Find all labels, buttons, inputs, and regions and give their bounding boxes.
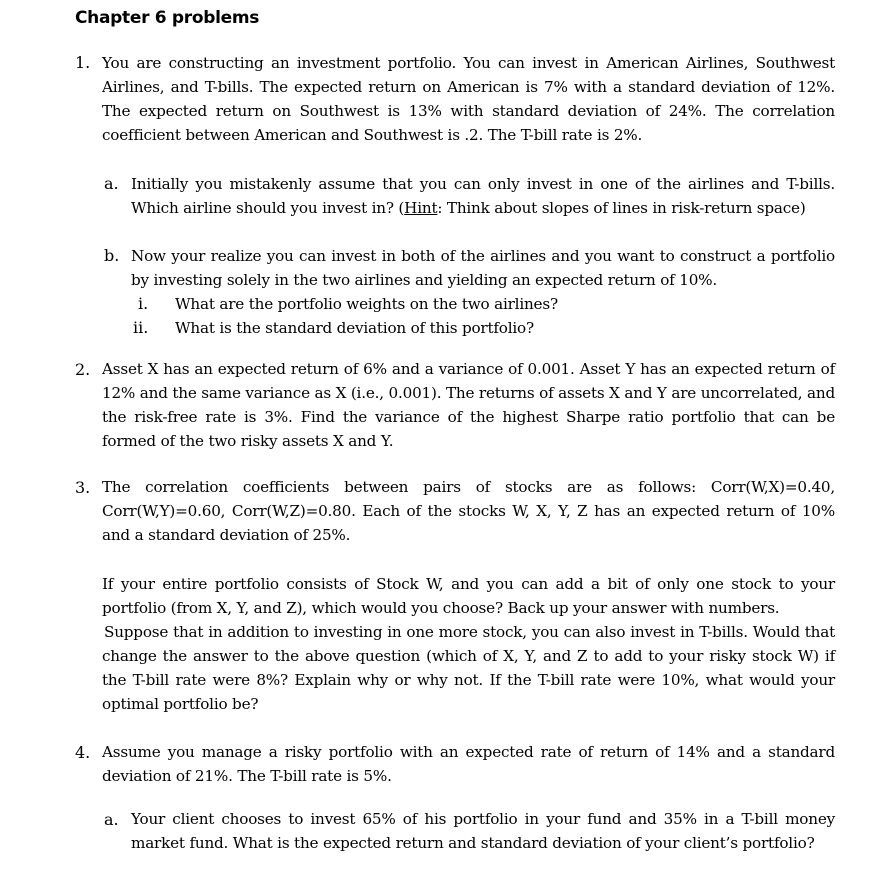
problem-4-number: 4. bbox=[75, 743, 91, 762]
problem-1a-label: a. bbox=[104, 174, 119, 193]
problem-1b-text: Now your realize you can invest in both of the airlines and you want to construct a portfolio by investing solely in the two airlines and yielding an expected return of 10%. bbox=[131, 247, 835, 289]
problem-2-number: 2. bbox=[75, 360, 91, 379]
problem-1b-i-text: What are the portfolio weights on the two airlines? bbox=[175, 295, 558, 313]
problem-1a-text-before: Initially you mistakenly assume that you can only invest in one of the airlines and T-bills. Which airline should you invest in? ( bbox=[131, 175, 835, 217]
problem-3-number: 3. bbox=[75, 478, 91, 497]
problem-3-text-2: If your entire portfolio consists of Stock W, and you can add a bit of only one stock to your portfolio (from X, Y, and Z), which would you choose? Back up your answer with numbers. bbox=[102, 575, 835, 617]
problem-4-text: Assume you manage a risky portfolio with an expected rate of return of 14% and a standard deviation of 21%. The T-bill rate is 5%. bbox=[102, 743, 835, 785]
problem-2-text: Asset X has an expected return of 6% and a variance of 0.001. Asset Y has an expected return of 12% and the same variance as X (i.e., 0.001). The returns of assets X and Y are uncorrelated, and the risk-free rate is 3%. Find the variance of the highest Sharpe ratio portfolio that can be formed of the two risky assets X and Y. bbox=[102, 360, 835, 450]
problem-4a-label: a. bbox=[104, 810, 119, 829]
problem-1-number: 1. bbox=[75, 53, 91, 72]
problem-1b-ii-label: ii. bbox=[133, 318, 149, 337]
problem-3-text: The correlation coefficients between pairs of stocks are as follows: Corr(W,X)=0.40, Corr(W,Y)=0.60, Corr(W,Z)=0.80. Each of the stocks W, X, Y, Z has an expected return of 10% and a standard deviation of 25%. bbox=[102, 478, 835, 544]
hint-label: Hint bbox=[404, 199, 438, 217]
problem-1b-i-label: i. bbox=[138, 294, 149, 313]
problem-3-text-3: Suppose that in addition to investing in one more stock, you can also invest in T-bills. Would that change the answer to the above question (which of X, Y, and Z to add to your risky stock W) if the T-bill rate were 8%? Explain why or why not. If the T-bill rate were 10%, what would your optimal portfolio be? bbox=[102, 623, 835, 713]
problem-1a-text bbox=[131, 172, 835, 220]
problem-1b-label: b. bbox=[104, 246, 120, 265]
problem-1-text: You are constructing an investment portfolio. You can invest in American Airlines, Southwest Airlines, and T-bills. The expected return on American is 7% with a standard deviation of 12%. The expected return on Southwest is 13% with standard deviation of 24%. The correlation coefficient between American and Southwest is .2. The T-bill rate is 2%. bbox=[102, 54, 835, 144]
problem-4a-text: Your client chooses to invest 65% of his portfolio in your fund and 35% in a T-bill money market fund. What is the expected return and standard deviation of your client’s portfolio? bbox=[131, 810, 835, 852]
chapter-title: Chapter 6 problems bbox=[75, 8, 260, 28]
problem-1a-text-after: : Think about slopes of lines in risk-return space) bbox=[437, 199, 806, 217]
problem-1b-ii-text: What is the standard deviation of this portfolio? bbox=[175, 319, 534, 337]
